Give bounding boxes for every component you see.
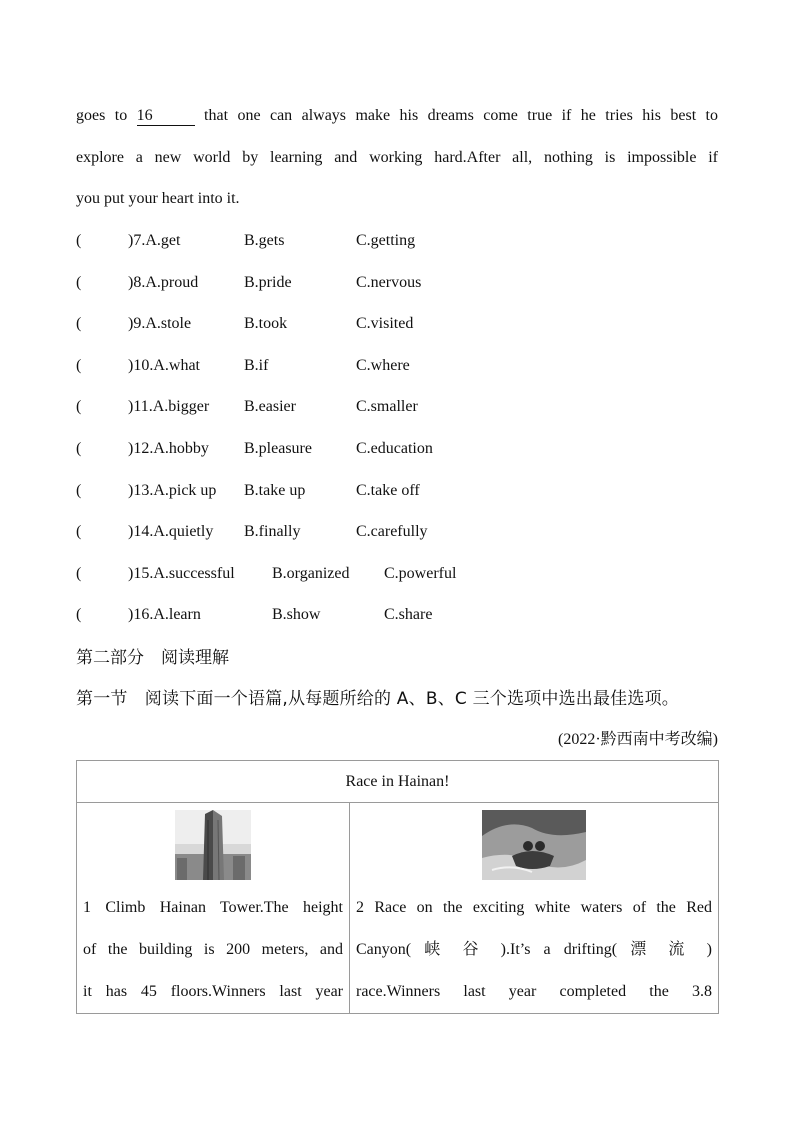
cell-text-line: Canyon( 峡 谷 ).It’s a drifting( 漂 流 ) [356, 941, 712, 958]
option-a: )9.A.stole [128, 315, 192, 333]
option-a: )16.A.learn [128, 606, 201, 624]
answer-paren[interactable]: ( [76, 398, 82, 416]
option-a: )15.A.successful [128, 564, 235, 582]
option-c: C.share [384, 606, 433, 624]
section-heading: 第一节 阅读下面一个语篇,从每题所给的 A、B、C 三个选项中选出最佳选项。 [76, 689, 679, 709]
answer-paren[interactable]: ( [76, 564, 82, 582]
answer-paren[interactable]: ( [76, 315, 82, 333]
table-title: Race in Hainan! [77, 761, 719, 803]
cell-text-line: of the building is 200 meters, and [83, 941, 343, 958]
option-c: C.smaller [356, 398, 418, 416]
drifting-photo-icon [482, 810, 586, 880]
source-note: (2022·黔西南中考改编) [558, 731, 718, 748]
cell-text-line: it has 45 floors.Winners last year [83, 983, 343, 1000]
answer-paren[interactable]: ( [76, 232, 82, 249]
answer-paren[interactable]: ( [76, 523, 82, 541]
option-c: C.getting [356, 232, 416, 249]
passage-line-2: explore a new world by learning and working hard.After all, nothing is impossible if [76, 149, 718, 166]
cell-text-line: 2 Race on the exciting white waters of the Red [356, 899, 712, 916]
option-a: )8.A.proud [128, 273, 199, 291]
race-table [76, 760, 719, 1014]
option-c: C.powerful [384, 564, 457, 582]
part-heading: 第二部分 阅读理解 [76, 648, 229, 668]
option-b: B.show [272, 606, 321, 624]
option-a: )14.A.quietly [128, 523, 214, 541]
answer-paren[interactable]: ( [76, 440, 82, 457]
option-c: C.visited [356, 315, 414, 333]
option-b: B.took [244, 315, 288, 333]
option-a: )7.A.get [128, 232, 181, 249]
option-b: B.gets [244, 232, 285, 249]
option-c: C.nervous [356, 273, 422, 291]
option-a: )13.A.pick up [128, 481, 217, 499]
option-b: B.take up [244, 481, 306, 499]
answer-paren[interactable]: ( [76, 356, 82, 374]
cell-text-line: 1 Climb Hainan Tower.The height [83, 899, 343, 916]
tower-photo-icon [175, 810, 251, 880]
option-b: B.organized [272, 564, 350, 582]
right-cell [350, 803, 719, 1014]
answer-blank-16[interactable]: 16 [137, 107, 195, 126]
option-b: B.finally [244, 523, 301, 541]
answer-paren[interactable]: ( [76, 606, 82, 624]
left-cell [77, 803, 350, 1014]
passage-line-3: you put your heart into it. [76, 190, 240, 207]
option-b: B.pride [244, 273, 292, 291]
passage-line-1: goes to 16 that one can always make his dreams come true if he tries his best to [76, 107, 719, 124]
option-c: C.take off [356, 481, 420, 499]
option-a: )12.A.hobby [128, 440, 209, 457]
option-c: C.carefully [356, 523, 428, 541]
option-c: C.education [356, 440, 433, 457]
answer-paren[interactable]: ( [76, 481, 82, 499]
option-c: C.where [356, 356, 410, 374]
cell-text-line: race.Winners last year completed the 3.8 [356, 983, 712, 1000]
option-b: B.pleasure [244, 440, 312, 457]
option-a: )11.A.bigger [128, 398, 210, 416]
option-b: B.easier [244, 398, 296, 416]
option-a: )10.A.what [128, 356, 200, 374]
answer-paren[interactable]: ( [76, 273, 82, 291]
option-b: B.if [244, 356, 269, 374]
